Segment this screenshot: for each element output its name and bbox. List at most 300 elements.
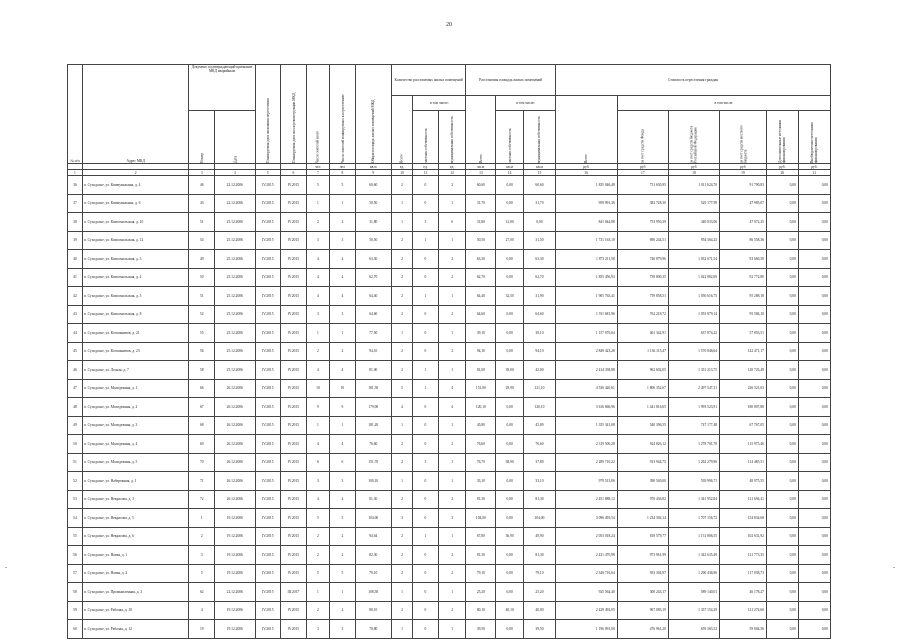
table-row-cell: 76,60 [466, 435, 496, 454]
table-row-cell: 0 [413, 435, 439, 454]
table-row-cell: 731 630,95 [617, 176, 668, 195]
table-row-cell: 2 [391, 361, 412, 380]
table-row-cell: IV.2015 [255, 435, 281, 454]
table-row-cell: 979 513,06 [555, 472, 617, 491]
table-row [68, 620, 831, 639]
table-row-cell: 2 [330, 342, 356, 361]
table-row-cell: 1 [413, 527, 439, 546]
col-rooms-total: Всего [391, 96, 412, 164]
table-row-cell: 19.12.2006 [215, 601, 256, 620]
table-row-cell: 0 [413, 546, 439, 565]
table-row-cell: 76,70 [466, 453, 496, 472]
page-number: 20 [446, 22, 452, 28]
table-row-cell: 0,00 [496, 620, 524, 639]
table-row-cell: 0,00 [766, 583, 798, 602]
table-row-cell: 5 [391, 379, 412, 398]
table-row-cell: 81,00 [355, 361, 391, 380]
col-cost-group: Стоимость переселения граждан [555, 65, 830, 96]
index-row-cell: 5 [255, 170, 281, 176]
col-doc-number: Номер [189, 111, 215, 164]
col-doc-group: Документ, подтверждающий признание МКД аварийным [189, 65, 255, 111]
table-row-cell: п. Суходолье, ул. Рабочая, д. 12 [82, 620, 189, 639]
table-row-cell: 50,50 [355, 194, 391, 213]
table-row-cell: 64,60 [523, 305, 555, 324]
table-row-cell: п. Суходолье, ул. Молодежная, д. 4 [82, 435, 189, 454]
table-row-cell: 26.12.2006 [215, 435, 256, 454]
table-row-cell: 64,40 [466, 287, 496, 306]
table-row-cell: 0,00 [496, 564, 524, 583]
table-row-cell: п. Суходолье, ул. Рабочая, д. 10 [82, 601, 189, 620]
table-row-cell: 0 [413, 416, 439, 435]
table-row-cell: 925 564,40 [555, 583, 617, 602]
table-row-cell: п. Суходолье, ул. Космонавтов, д. 21 [82, 324, 189, 343]
table-row [68, 213, 831, 232]
table-row-cell: 0 [413, 509, 439, 528]
table-row-cell: 0,00 [766, 379, 798, 398]
table-row-cell: 1 022 882,69 [668, 268, 719, 287]
table-row-cell: 4 [189, 601, 215, 620]
table-row-cell: п. Суходолье, ул. Комсомольская, д. 5 [82, 287, 189, 306]
table-row-cell: 3 [391, 509, 412, 528]
table-row-cell: 0,00 [496, 546, 524, 565]
table-row-cell: 47 072,25 [720, 213, 767, 232]
table-row [68, 509, 831, 528]
table-row-cell: 39,50 [466, 620, 496, 639]
table-row-cell: 94,10 [466, 342, 496, 361]
table-row-cell: 3 [306, 305, 329, 324]
index-row-cell: 20 [766, 170, 798, 176]
table-row-cell: 19.12.2006 [215, 564, 256, 583]
table-row-cell: 0,00 [798, 583, 830, 602]
table-row-cell: 5 [330, 509, 356, 528]
table-row-cell: 47 [68, 379, 83, 398]
table-row-cell: 59 804,56 [720, 620, 767, 639]
table-row-cell: IV.2015 [255, 546, 281, 565]
table-row-cell: 26.12.2006 [215, 453, 256, 472]
table-row-cell: 25,20 [523, 583, 555, 602]
table-row-cell: 0,00 [496, 398, 524, 417]
table-row-cell: 2 [438, 435, 466, 454]
table-row-cell: 4 [306, 287, 329, 306]
table-row [68, 268, 831, 287]
table-row-cell: 53 [68, 490, 83, 509]
table-row-cell: 0 [413, 324, 439, 343]
table-row-cell: 0 [413, 194, 439, 213]
table-row-cell: 0,00 [798, 435, 830, 454]
table-row-cell: 2 289 710,22 [555, 453, 617, 472]
table-row-cell: 58 [189, 361, 215, 380]
table-row-cell: 0,00 [798, 601, 830, 620]
table-row-cell: 38,90 [496, 453, 524, 472]
table-row-cell: IV.2015 [255, 564, 281, 583]
table-row-cell: IV.2015 [255, 601, 281, 620]
table-row-cell: IV.2015 [255, 342, 281, 361]
index-row-cell: 21 [798, 170, 830, 176]
col-cost-regional: за счет средств бюджета Российской Федерации [668, 111, 719, 164]
table-row-cell: 6 [330, 453, 356, 472]
table-row-cell: 45,80 [466, 416, 496, 435]
table-row-cell: 60 [68, 620, 83, 639]
table-row-cell: 1 570 846,64 [668, 342, 719, 361]
table-row-cell: 0,00 [496, 342, 524, 361]
table-row-cell: 1 [438, 361, 466, 380]
table-row-cell: 26.12.2006 [215, 398, 256, 417]
table-row-cell: 2 [330, 527, 356, 546]
table-row-cell: 80,10 [355, 601, 391, 620]
units-row-cell: руб. [555, 164, 617, 170]
table-row-cell: 0,00 [766, 472, 798, 491]
table-row-cell: 62,70 [355, 268, 391, 287]
table-row-cell: 2 [438, 305, 466, 324]
table-row-cell: 1 [438, 416, 466, 435]
table-row-cell: 25.12.2006 [215, 268, 256, 287]
table-row-cell: 973 961,99 [617, 546, 668, 565]
table-row-cell: 1 [438, 583, 466, 602]
table-row-cell: 39,50 [523, 620, 555, 639]
table-row-cell: 0,00 [798, 509, 830, 528]
table-row-cell: 913 944,75 [617, 453, 668, 472]
table-row-cell: 589 140,01 [668, 583, 719, 602]
table-row-cell: 27,00 [496, 231, 524, 250]
index-row-cell: 14 [496, 170, 524, 176]
table-row-cell: 95 288,18 [720, 287, 767, 306]
table-row-cell: 0,00 [798, 176, 830, 195]
table-row-cell: 1 234 302,14 [617, 509, 668, 528]
table-row-cell: 476 961,20 [617, 620, 668, 639]
units-row-cell: руб. [766, 164, 798, 170]
table-row-cell: 50,50 [355, 231, 391, 250]
units-row-cell: ед. [413, 164, 439, 170]
table-row-cell: 31,90 [523, 287, 555, 306]
table-row-cell: 79,10 [466, 564, 496, 583]
table-row-cell: IV.2015 [255, 472, 281, 491]
table-row-cell: 50 [189, 268, 215, 287]
table-row-cell: 45 [68, 342, 83, 361]
table-row-cell: 0 [413, 268, 439, 287]
table-row-cell: 25.12.2006 [215, 213, 256, 232]
resettlement-table [67, 64, 831, 639]
index-row-cell: 18 [668, 170, 719, 176]
table-row-cell: 5 [330, 176, 356, 195]
table-row-cell: 55 [189, 324, 215, 343]
table-row-cell: 1 [306, 416, 329, 435]
table-row-cell: 540 396,55 [617, 416, 668, 435]
table-row-cell: 4 [306, 268, 329, 287]
table-row-cell: 36 [68, 176, 83, 195]
table-row-cell: 78,80 [355, 620, 391, 639]
table-row-cell: 22.12.2006 [215, 194, 256, 213]
table-row-cell: 959 991,36 [555, 194, 617, 213]
table-row-cell: 0,00 [766, 231, 798, 250]
table-row-cell: IV.2015 [255, 361, 281, 380]
units-row-cell: кв.м [523, 164, 555, 170]
table-row-cell: 40 [68, 250, 83, 269]
table-row-cell: 1 [438, 231, 466, 250]
table-row-cell: 26.12.2006 [215, 416, 256, 435]
table-row-cell: 43 [189, 194, 215, 213]
table-row-cell: 49 [68, 416, 83, 435]
table-row-cell: 759 858,51 [617, 287, 668, 306]
col-rooms-incl: в том числе: [413, 96, 466, 111]
table-row-cell: 4 [438, 379, 466, 398]
table-row-cell: 91 790,83 [720, 176, 767, 195]
table-row-cell: п. Суходолье, ул. Молодежная, д. 3 [82, 416, 189, 435]
table-row-cell: 4 [330, 287, 356, 306]
table-row-cell: 5 [330, 564, 356, 583]
table-row-cell: 1 [391, 416, 412, 435]
table-row-cell: 0,00 [766, 250, 798, 269]
table-row-cell: 121 773,35 [720, 546, 767, 565]
table-row-cell: 114 485,51 [720, 453, 767, 472]
col-area-total-resettled: Всего [466, 96, 496, 164]
table-row-cell: 0,00 [798, 213, 830, 232]
table-row-cell: 4 [438, 398, 466, 417]
table-row-cell: 104,00 [466, 509, 496, 528]
col-area-group: Расселяемая площадь жилых помещений [466, 65, 556, 96]
table-row-cell: 924 826,12 [617, 435, 668, 454]
table-row-cell: IV.2015 [255, 490, 281, 509]
table-row-cell: 1 [330, 583, 356, 602]
table-row-cell: 539 996,71 [668, 472, 719, 491]
table-row-cell: 4 [306, 435, 329, 454]
table-row-cell: 2 [391, 435, 412, 454]
table-row-cell: 0,00 [798, 472, 830, 491]
table-row-cell: 47 985,07 [720, 194, 767, 213]
table-row-cell: 1 331 213,75 [668, 361, 719, 380]
table-row-cell: 37,80 [523, 453, 555, 472]
table-row-cell: 2 [438, 601, 466, 620]
table-row-cell: 0 [413, 564, 439, 583]
table-row-cell: 954 364,23 [668, 231, 719, 250]
table-row-cell: 1 [330, 324, 356, 343]
table-row-cell: 108,50 [355, 583, 391, 602]
table-row-cell: 64,40 [355, 287, 391, 306]
table-row-cell: IV.2015 [281, 490, 307, 509]
table-row [68, 231, 831, 250]
table-row-cell: 57 853,51 [720, 324, 767, 343]
table-row [68, 435, 831, 454]
table-row-cell: 0,00 [798, 620, 830, 639]
table-row-cell: 1 [413, 361, 439, 380]
table-row-cell: 67 [189, 398, 215, 417]
table-row-cell: 68 [189, 416, 215, 435]
table-row-cell: 40,00 [523, 601, 555, 620]
table-row-cell: 76,60 [523, 435, 555, 454]
table-row-cell: 46 [68, 361, 83, 380]
table-row-cell: 9 [330, 398, 356, 417]
table-row-cell: 1 [438, 194, 466, 213]
table-row-cell: 19.12.2006 [215, 546, 256, 565]
table-row-cell: IV.2015 [281, 231, 307, 250]
table-row-cell: 62,70 [466, 268, 496, 287]
table-row-cell: 2 [391, 305, 412, 324]
table-row-cell: 25.12.2006 [215, 287, 256, 306]
col-area-municipal: муниципальная собственность [523, 111, 555, 164]
table-row-cell: 0 [438, 213, 466, 232]
table-row-cell: 818 579,77 [617, 527, 668, 546]
table-row-cell: 2 [438, 250, 466, 269]
table-row-cell: 2 [438, 564, 466, 583]
table-row-cell: п. Суходолье, ул. Новая, д. 2 [82, 564, 189, 583]
table-row-cell: IV.2015 [281, 398, 307, 417]
col-planned-end: Планируемая дата окончания переселения [255, 65, 281, 164]
table-row-cell: 1 [413, 213, 439, 232]
table-row-cell: 31,70 [523, 194, 555, 213]
table-row-cell: 1 [189, 509, 215, 528]
table-row-cell: 3 [438, 509, 466, 528]
table-row-cell: 180 807,88 [720, 398, 767, 417]
table-row-cell: 48 [68, 398, 83, 417]
table-row-cell: 121 694,41 [720, 490, 767, 509]
table-row-cell: 70 [189, 453, 215, 472]
table-row-cell: 181,20 [355, 416, 391, 435]
table-row-cell: 10 [306, 379, 329, 398]
table-row-cell: 2 053 018,24 [555, 527, 617, 546]
table-row-cell: 0 [413, 176, 439, 195]
table-row-cell: 0,00 [798, 490, 830, 509]
table-row-cell: 2 [438, 490, 466, 509]
table-row-cell: п. Суходолье, ул. Новая, д. 1 [82, 546, 189, 565]
table-row-cell: 1 157 070,64 [555, 324, 617, 343]
table-row-cell: 3 616 666,96 [555, 398, 617, 417]
table-row-cell: 60,60 [523, 176, 555, 195]
table-row-cell: 2 [306, 527, 329, 546]
table-row-cell: 59 [68, 601, 83, 620]
table-row-cell: IV.2015 [255, 176, 281, 195]
table-row-cell: 33,10 [466, 472, 496, 491]
table-row-cell: 0,00 [766, 213, 798, 232]
table-row-cell: 659 363,52 [668, 620, 719, 639]
table-row-cell: 42,00 [523, 361, 555, 380]
table-row-cell: IV.2015 [255, 398, 281, 417]
table-row-cell: 29,90 [496, 379, 524, 398]
table-row-cell: 60,60 [466, 176, 496, 195]
table-row-cell: 1 [413, 287, 439, 306]
table-row-cell: 2 [391, 231, 412, 250]
table-row-cell: 4 [391, 398, 412, 417]
page-edge-mark: - [893, 565, 895, 571]
page-edge-mark: - [5, 565, 7, 571]
table-row-cell: 5 [306, 176, 329, 195]
table-row-cell: 2 319 500,28 [555, 435, 617, 454]
table-row-cell: п. Суходолье, ул. Молодежная, д. 1 [82, 379, 189, 398]
table-row-cell: 81,00 [466, 361, 496, 380]
table-row-cell: 753 950,39 [617, 213, 668, 232]
table-row-cell: 3 [306, 620, 329, 639]
table-row-cell: п. Суходолье, ул. Комсомольская, д. 3 [82, 250, 189, 269]
table-row-cell: 48 975,55 [720, 472, 767, 491]
col-cost-total: Всего [555, 96, 617, 164]
table-row-cell: 39,10 [466, 324, 496, 343]
table-row-cell: 1 196 091,00 [555, 620, 617, 639]
col-cost-extra2: Внебюджетные источники финансирования [798, 111, 830, 164]
table-row-cell: 22.12.2006 [215, 176, 256, 195]
table-row-cell: 1 136 115,47 [617, 342, 668, 361]
table-row-cell: 181,50 [355, 379, 391, 398]
table-row-cell: 0,00 [766, 435, 798, 454]
table-row-cell: 0,00 [496, 583, 524, 602]
col-rooms-municipal: муниципальная собственность [438, 111, 466, 164]
table-row-cell: 43 [68, 305, 83, 324]
table-row-cell: 2 340 716,64 [555, 564, 617, 583]
col-residents: Число жителей всего [306, 65, 329, 164]
table-row-cell: 4 [330, 268, 356, 287]
col-address: Адрес МКД [82, 65, 189, 164]
table-row-cell: 64,60 [466, 305, 496, 324]
table-row-cell: 0,00 [766, 194, 798, 213]
table-row-cell: IV.2015 [281, 268, 307, 287]
table-row-cell: 0,00 [798, 527, 830, 546]
table-row-cell: 0,00 [798, 416, 830, 435]
table-row-cell: IV.2015 [255, 194, 281, 213]
table-row-cell: 2 [391, 601, 412, 620]
col-cost-incl: в том числе: [617, 96, 830, 111]
table-row-cell: 36,90 [496, 527, 524, 546]
table-row-cell: 2 [391, 268, 412, 287]
table-row-cell: 1 [438, 453, 466, 472]
table-row-cell: IV.2015 [281, 361, 307, 380]
table-row-cell: 19.12.2006 [215, 527, 256, 546]
table-row-cell: 3 [330, 472, 356, 491]
table-row-cell: п. Суходолье, ул. Лесная, д. 7 [82, 361, 189, 380]
table-row-cell: 461 342,91 [617, 324, 668, 343]
table-row [68, 379, 831, 398]
table-row-cell: 1 [438, 527, 466, 546]
table-row-cell: 1 290 436,96 [668, 564, 719, 583]
table-row-cell: п. Суходолье, ул. Промышленная, д. 3 [82, 583, 189, 602]
units-row-cell: руб. [798, 164, 830, 170]
index-row-cell: 1 [68, 170, 83, 176]
table-row-cell: 0,00 [798, 268, 830, 287]
table-row-cell: 1 011 624,70 [668, 176, 719, 195]
table-row-cell: 31,80 [496, 213, 524, 232]
table-row-cell: п. Суходолье, ул. Комсомольская, д. 4 [82, 268, 189, 287]
table-row-cell: 637 874,22 [668, 324, 719, 343]
table-row-cell: 49,90 [523, 527, 555, 546]
table-row-cell: 94,10 [355, 342, 391, 361]
table-row-cell: 19 [189, 620, 215, 639]
table-row-cell: 1 [391, 213, 412, 232]
units-row-cell: кв.м [496, 164, 524, 170]
table-row-cell: 2 [189, 527, 215, 546]
table-row-cell: п. Суходолье, ул. Коммунальная, д. 6 [82, 194, 189, 213]
table-row [68, 472, 831, 491]
table-row-cell: 94,10 [523, 342, 555, 361]
table-row-cell: 2 [391, 176, 412, 195]
table-row-cell: 4 [306, 490, 329, 509]
table-row-cell: 142 471,17 [720, 342, 767, 361]
table-row-cell: IV.2015 [255, 268, 281, 287]
table-row-cell: 1 [330, 194, 356, 213]
table-row-cell: 2 [391, 453, 412, 472]
table-row-cell: 52 [189, 305, 215, 324]
table-row-cell: IV.2015 [255, 583, 281, 602]
table-row-cell: 0,00 [798, 361, 830, 380]
col-residents-planned: Число жителей планируемых к переселению [330, 65, 356, 164]
table-row-cell: 79,10 [355, 564, 391, 583]
table-row-cell: 81,30 [523, 490, 555, 509]
table-row-cell: 2 [330, 213, 356, 232]
table-row-cell: 0,00 [496, 435, 524, 454]
index-row-cell: 17 [617, 170, 668, 176]
units-row-cell: руб [668, 164, 719, 170]
table-row-cell: III.2017 [281, 583, 307, 602]
table-row-cell: 3 [330, 620, 356, 639]
table-row-cell: 25.12.2006 [215, 324, 256, 343]
table-row-cell: 32,50 [496, 287, 524, 306]
table-row-cell: 25,20 [466, 583, 496, 602]
table-row-cell: 1 [413, 453, 439, 472]
